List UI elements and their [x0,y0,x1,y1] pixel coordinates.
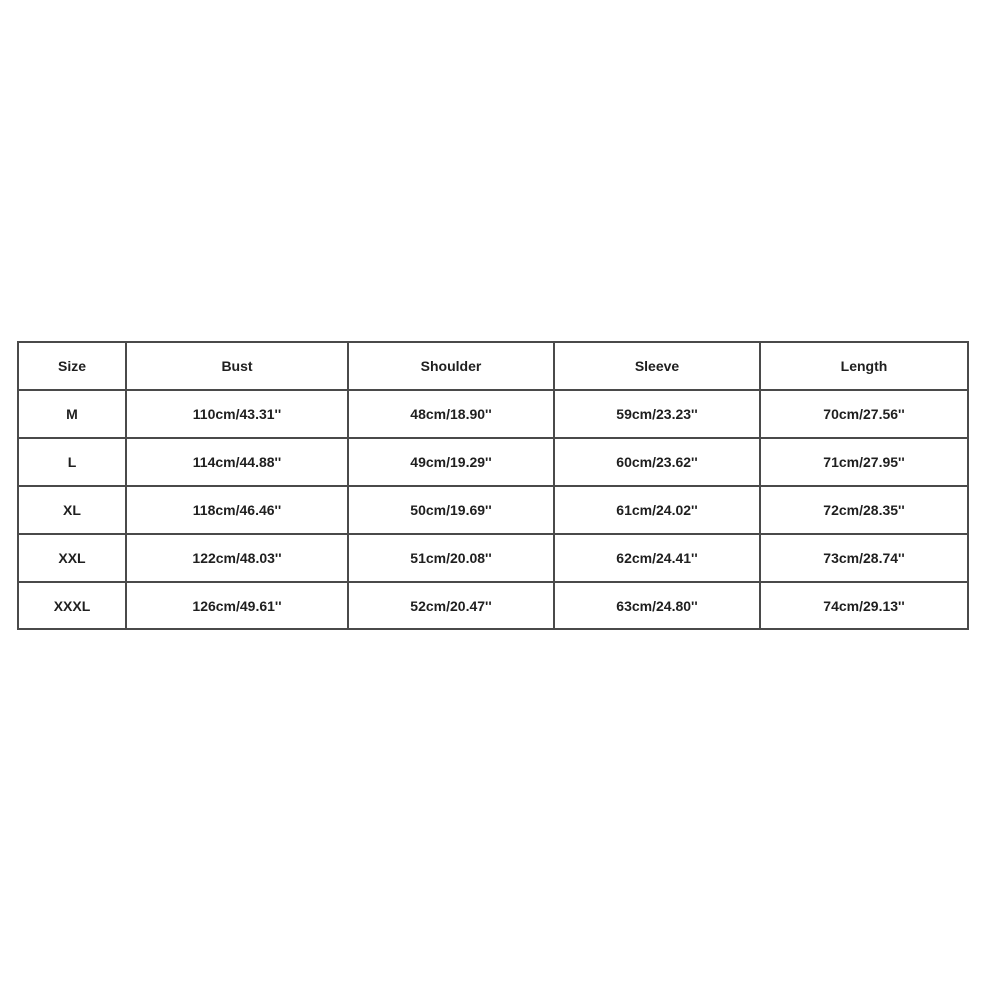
cell-size: XXXL [18,582,126,629]
table-header-row [18,342,968,390]
cell-bust: 110cm/43.31'' [126,390,348,438]
cell-length: 70cm/27.56'' [760,390,968,438]
cell-sleeve: 59cm/23.23'' [554,390,760,438]
cell-sleeve: 63cm/24.80'' [554,582,760,629]
header-bust: Bust [126,342,348,390]
table-row [18,438,968,486]
table-row [18,534,968,582]
cell-shoulder: 49cm/19.29'' [348,438,554,486]
cell-bust: 126cm/49.61'' [126,582,348,629]
size-chart-table [17,341,969,630]
header-shoulder: Shoulder [348,342,554,390]
cell-length: 74cm/29.13'' [760,582,968,629]
cell-shoulder: 50cm/19.69'' [348,486,554,534]
header-sleeve: Sleeve [554,342,760,390]
cell-shoulder: 52cm/20.47'' [348,582,554,629]
cell-bust: 118cm/46.46'' [126,486,348,534]
cell-sleeve: 61cm/24.02'' [554,486,760,534]
cell-sleeve: 62cm/24.41'' [554,534,760,582]
header-length: Length [760,342,968,390]
table-row [18,582,968,629]
cell-sleeve: 60cm/23.62'' [554,438,760,486]
table-row [18,486,968,534]
cell-length: 73cm/28.74'' [760,534,968,582]
table-row [18,390,968,438]
cell-bust: 114cm/44.88'' [126,438,348,486]
cell-size: XXL [18,534,126,582]
cell-length: 71cm/27.95'' [760,438,968,486]
cell-shoulder: 48cm/18.90'' [348,390,554,438]
cell-length: 72cm/28.35'' [760,486,968,534]
header-size: Size [18,342,126,390]
cell-size: XL [18,486,126,534]
cell-shoulder: 51cm/20.08'' [348,534,554,582]
cell-size: L [18,438,126,486]
cell-size: M [18,390,126,438]
cell-bust: 122cm/48.03'' [126,534,348,582]
